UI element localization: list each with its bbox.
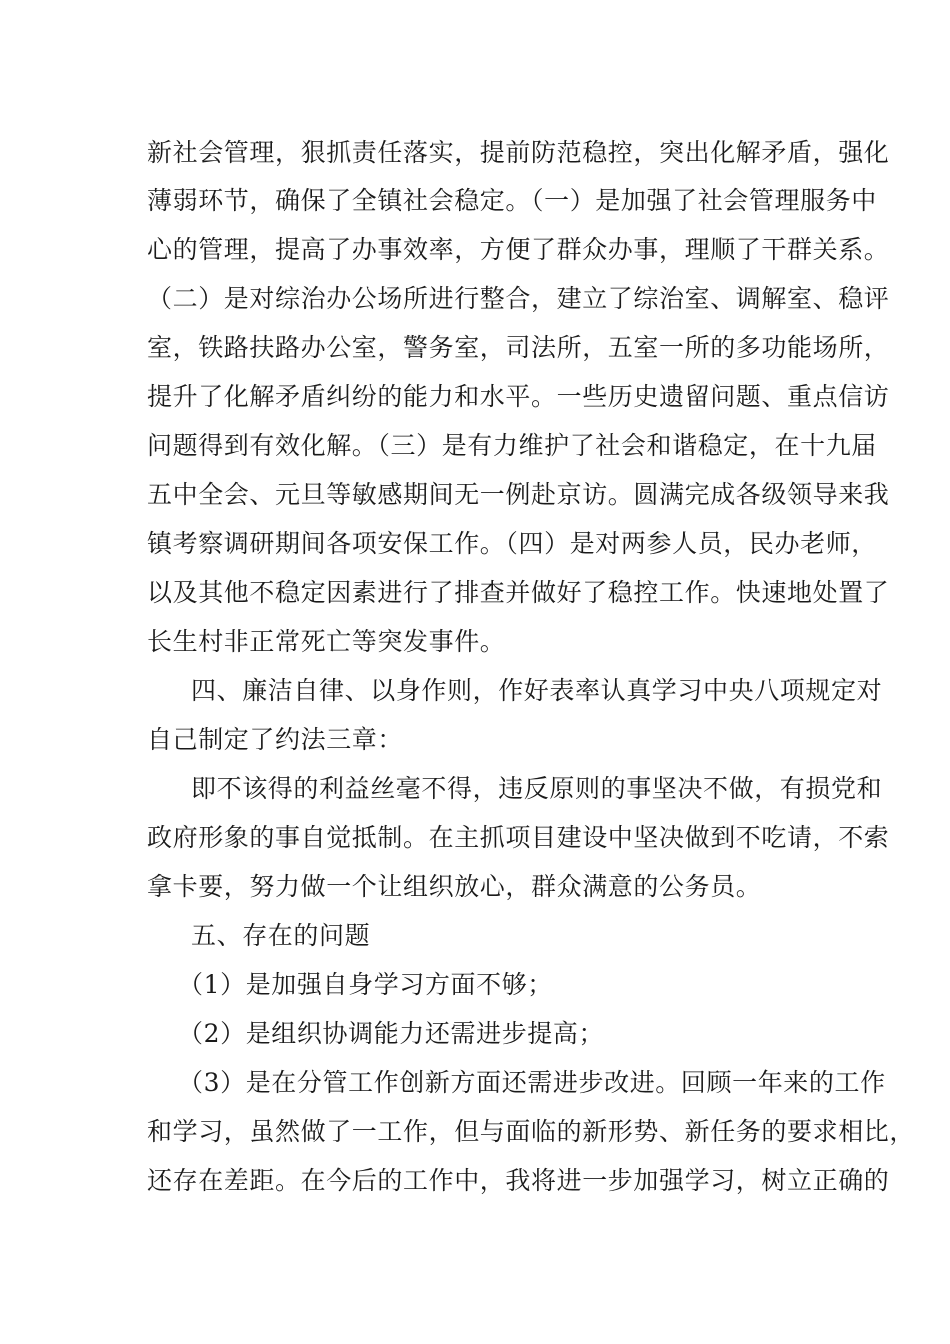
text-line: 拿卡要，努力做一个让组织放心，群众满意的公务员。	[147, 872, 762, 901]
text-line: （二）是对综治办公场所进行整合，建立了综治室、调解室、稳评	[147, 284, 890, 313]
list-item: （3）是在分管工作创新方面还需进步改进。回顾一年来的工作	[178, 1068, 886, 1097]
text-line: 薄弱环节，确保了全镇社会稳定。（一）是加强了社会管理服务中	[147, 186, 877, 215]
text-line: 新社会管理，狠抓责任落实，提前防范稳控，突出化解矛盾，强化	[147, 138, 890, 167]
text-line: 问题得到有效化解。（三）是有力维护了社会和谐稳定，在十九届	[147, 431, 877, 460]
list-item: （2）是组织协调能力还需进步提高；	[178, 1019, 605, 1048]
section-heading-4: 四、廉洁自律、以身作则，作好表率认真学习中央八项规定对	[191, 676, 883, 705]
section-heading-5: 五、存在的问题	[191, 921, 371, 950]
text-line: 还存在差距。在今后的工作中，我将进一步加强学习，树立正确的	[147, 1166, 890, 1195]
text-line: 和学习，虽然做了一工作，但与面临的新形势、新任务的要求相比，	[147, 1117, 916, 1146]
text-line: 即不该得的利益丝毫不得，违反原则的事坚决不做，有损党和	[191, 774, 883, 803]
text-line: 室，铁路扶路办公室，警务室，司法所，五室一所的多功能场所，	[147, 333, 890, 362]
list-item: （1）是加强自身学习方面不够；	[178, 970, 553, 999]
text-line: 以及其他不稳定因素进行了排查并做好了稳控工作。快速地处置了	[147, 578, 890, 607]
text-line: 政府形象的事自觉抵制。在主抓项目建设中坚决做到不吃请，不索	[147, 823, 890, 852]
text-line: 心的管理，提高了办事效率，方便了群众办事，理顺了干群关系。	[147, 235, 890, 264]
text-line: 长生村非正常死亡等突发事件。	[147, 627, 506, 656]
text-line: 五中全会、元旦等敏感期间无一例赴京访。圆满完成各级领导来我	[147, 480, 890, 509]
text-line: 自己制定了约法三章：	[147, 725, 404, 754]
text-line: 镇考察调研期间各项安保工作。（四）是对两参人员，民办老师，	[147, 529, 877, 558]
text-line: 提升了化解矛盾纠纷的能力和水平。一些历史遗留问题、重点信访	[147, 382, 890, 411]
